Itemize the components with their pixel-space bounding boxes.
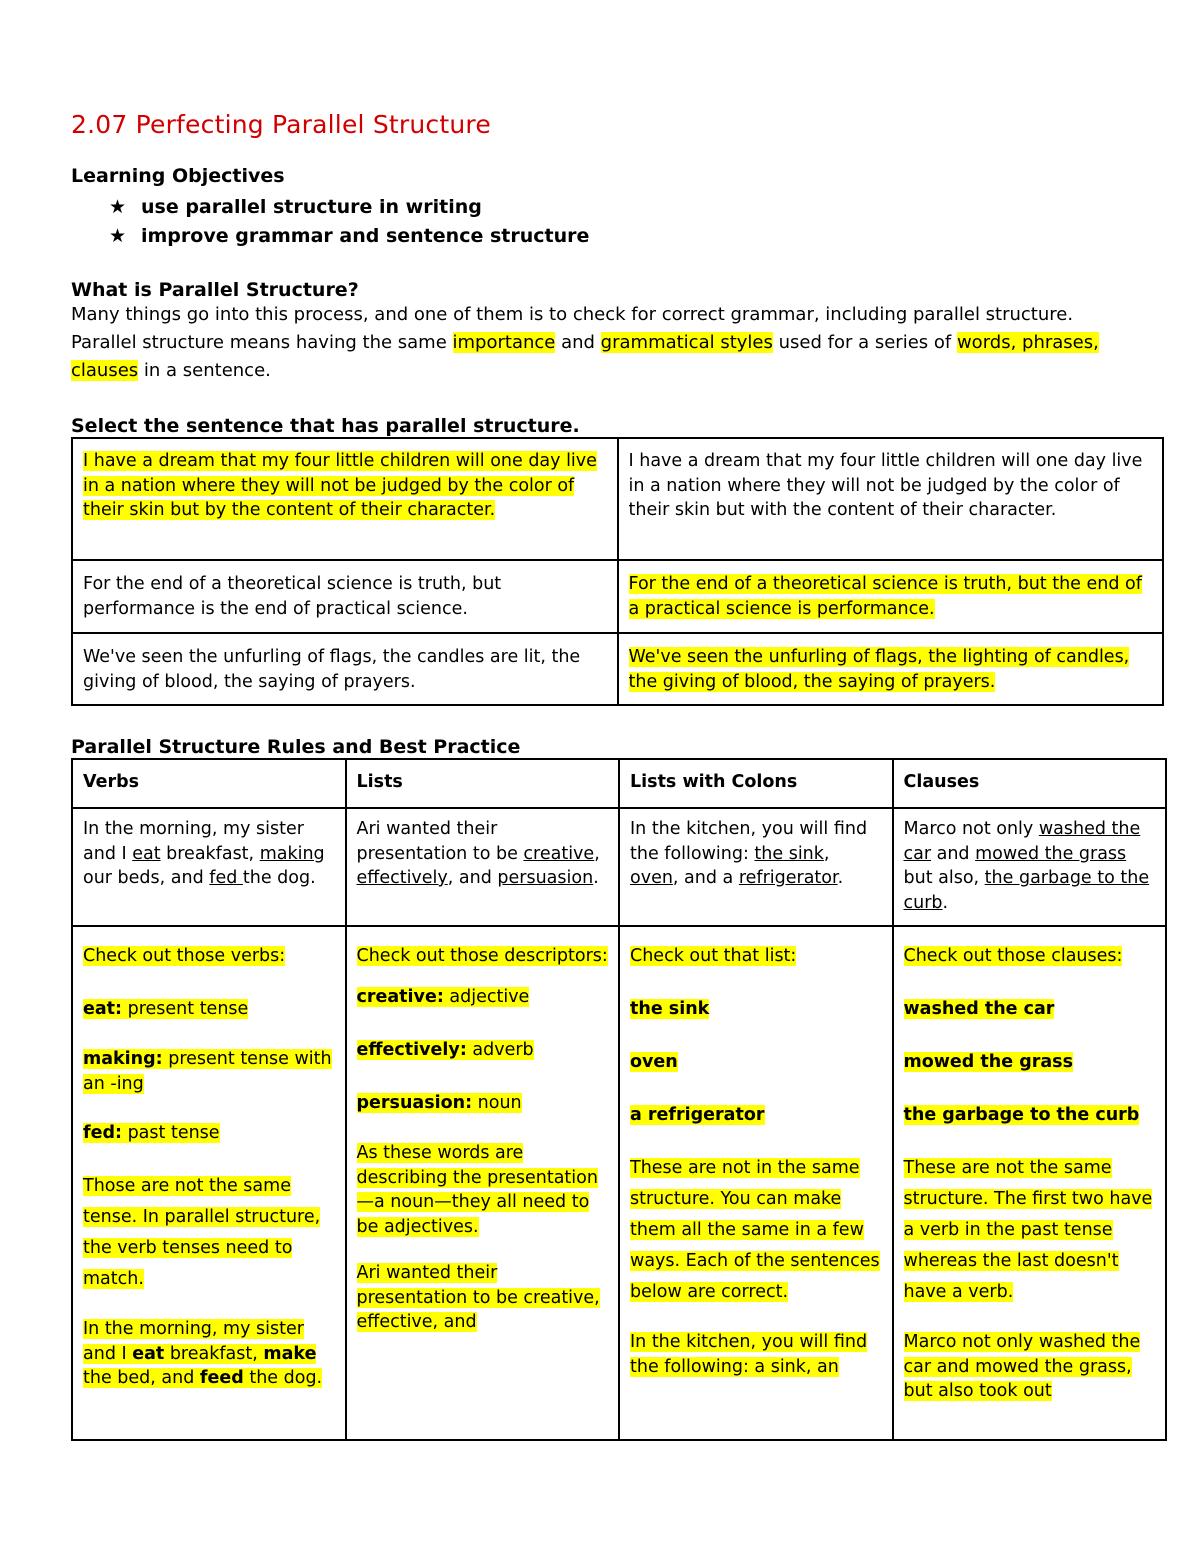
choice-cell[interactable]: I have a dream that my four little children will one day live in a nation where they will not be judged by the color of their skin but by the content of their character.	[72, 438, 618, 560]
example-cell-colons: In the kitchen, you will find the following: the sink, oven, and a refrigerator.	[619, 808, 893, 926]
notes-cell-lists: Check out those descriptors: creative: adjective effectively: adverb persuasion: noun As these words are describing the presentation—a noun—they all need to be adjectives. Ari wanted their presentation to be creative, effective, and	[346, 926, 620, 1440]
select-table	[71, 437, 1164, 706]
table-row	[72, 560, 1163, 633]
objective-item: ★ improve grammar and sentence structure	[109, 222, 1167, 251]
what-heading: What is Parallel Structure?	[71, 279, 359, 301]
objectives-list	[71, 193, 1167, 251]
choice-cell[interactable]: For the end of a theoretical science is truth, but performance is the end of practical science.	[72, 560, 618, 633]
rules-heading: Parallel Structure Rules and Best Practice	[71, 736, 521, 758]
notes-cell-colons: Check out that list: the sink oven a refrigerator These are not in the same structure. You can make them all the same in a few ways. Each of the sentences below are correct. In the kitchen, you will find the following: a sink, an	[619, 926, 893, 1440]
example-cell-verbs: In the morning, my sister and I eat breakfast, making our beds, and fed the dog.	[72, 808, 346, 926]
column-header: Verbs	[72, 759, 346, 808]
column-header: Clauses	[893, 759, 1167, 808]
select-heading: Select the sentence that has parallel structure.	[71, 415, 580, 437]
definition-paragraph: Many things go into this process, and one of them is to check for correct grammar, including parallel structure. Parallel structure means having the same importance and grammatical styles used for a series of words, phrases, clauses in a sentence.	[71, 304, 1099, 381]
page-title: 2.07 Perfecting Parallel Structure	[71, 110, 491, 139]
example-cell-lists: Ari wanted their presentation to be creative, effectively, and persuasion.	[346, 808, 620, 926]
notes-cell-verbs: Check out those verbs: eat: present tense making: present tense with an -ing fed: past tense Those are not the same tense. In parallel structure, the verb tenses need to match. In the morning, my sister and I eat breakfast, make the bed, and feed the dog.	[72, 926, 346, 1440]
example-cell-clauses: Marco not only washed the car and mowed the grass but also, the garbage to the curb.	[893, 808, 1167, 926]
choice-cell[interactable]: I have a dream that my four little children will one day live in a nation where they will not be judged by the color of their skin but with the content of their character.	[618, 438, 1164, 560]
example-row	[72, 808, 1166, 926]
notes-row	[72, 926, 1166, 1440]
table-row	[72, 633, 1163, 705]
table-header-row	[72, 759, 1166, 808]
choice-cell[interactable]: For the end of a theoretical science is truth, but the end of a practical science is performance.	[618, 560, 1164, 633]
document-page	[71, 110, 1167, 1441]
rules-table	[71, 758, 1167, 1441]
notes-cell-clauses: Check out those clauses: washed the car mowed the grass the garbage to the curb These are not the same structure. The first two have a verb in the past tense whereas the last doesn't have a verb. Marco not only washed the car and mowed the grass, but also took out	[893, 926, 1167, 1440]
table-row	[72, 438, 1163, 560]
choice-cell[interactable]: We've seen the unfurling of flags, the candles are lit, the giving of blood, the saying of prayers.	[72, 633, 618, 705]
objective-item: ★ use parallel structure in writing	[109, 193, 1167, 222]
column-header: Lists	[346, 759, 620, 808]
star-icon: ★	[109, 196, 127, 218]
column-header: Lists with Colons	[619, 759, 893, 808]
star-icon: ★	[109, 225, 127, 247]
objectives-heading: Learning Objectives	[71, 165, 285, 187]
choice-cell[interactable]: We've seen the unfurling of flags, the lighting of candles, the giving of blood, the saying of prayers.	[618, 633, 1164, 705]
